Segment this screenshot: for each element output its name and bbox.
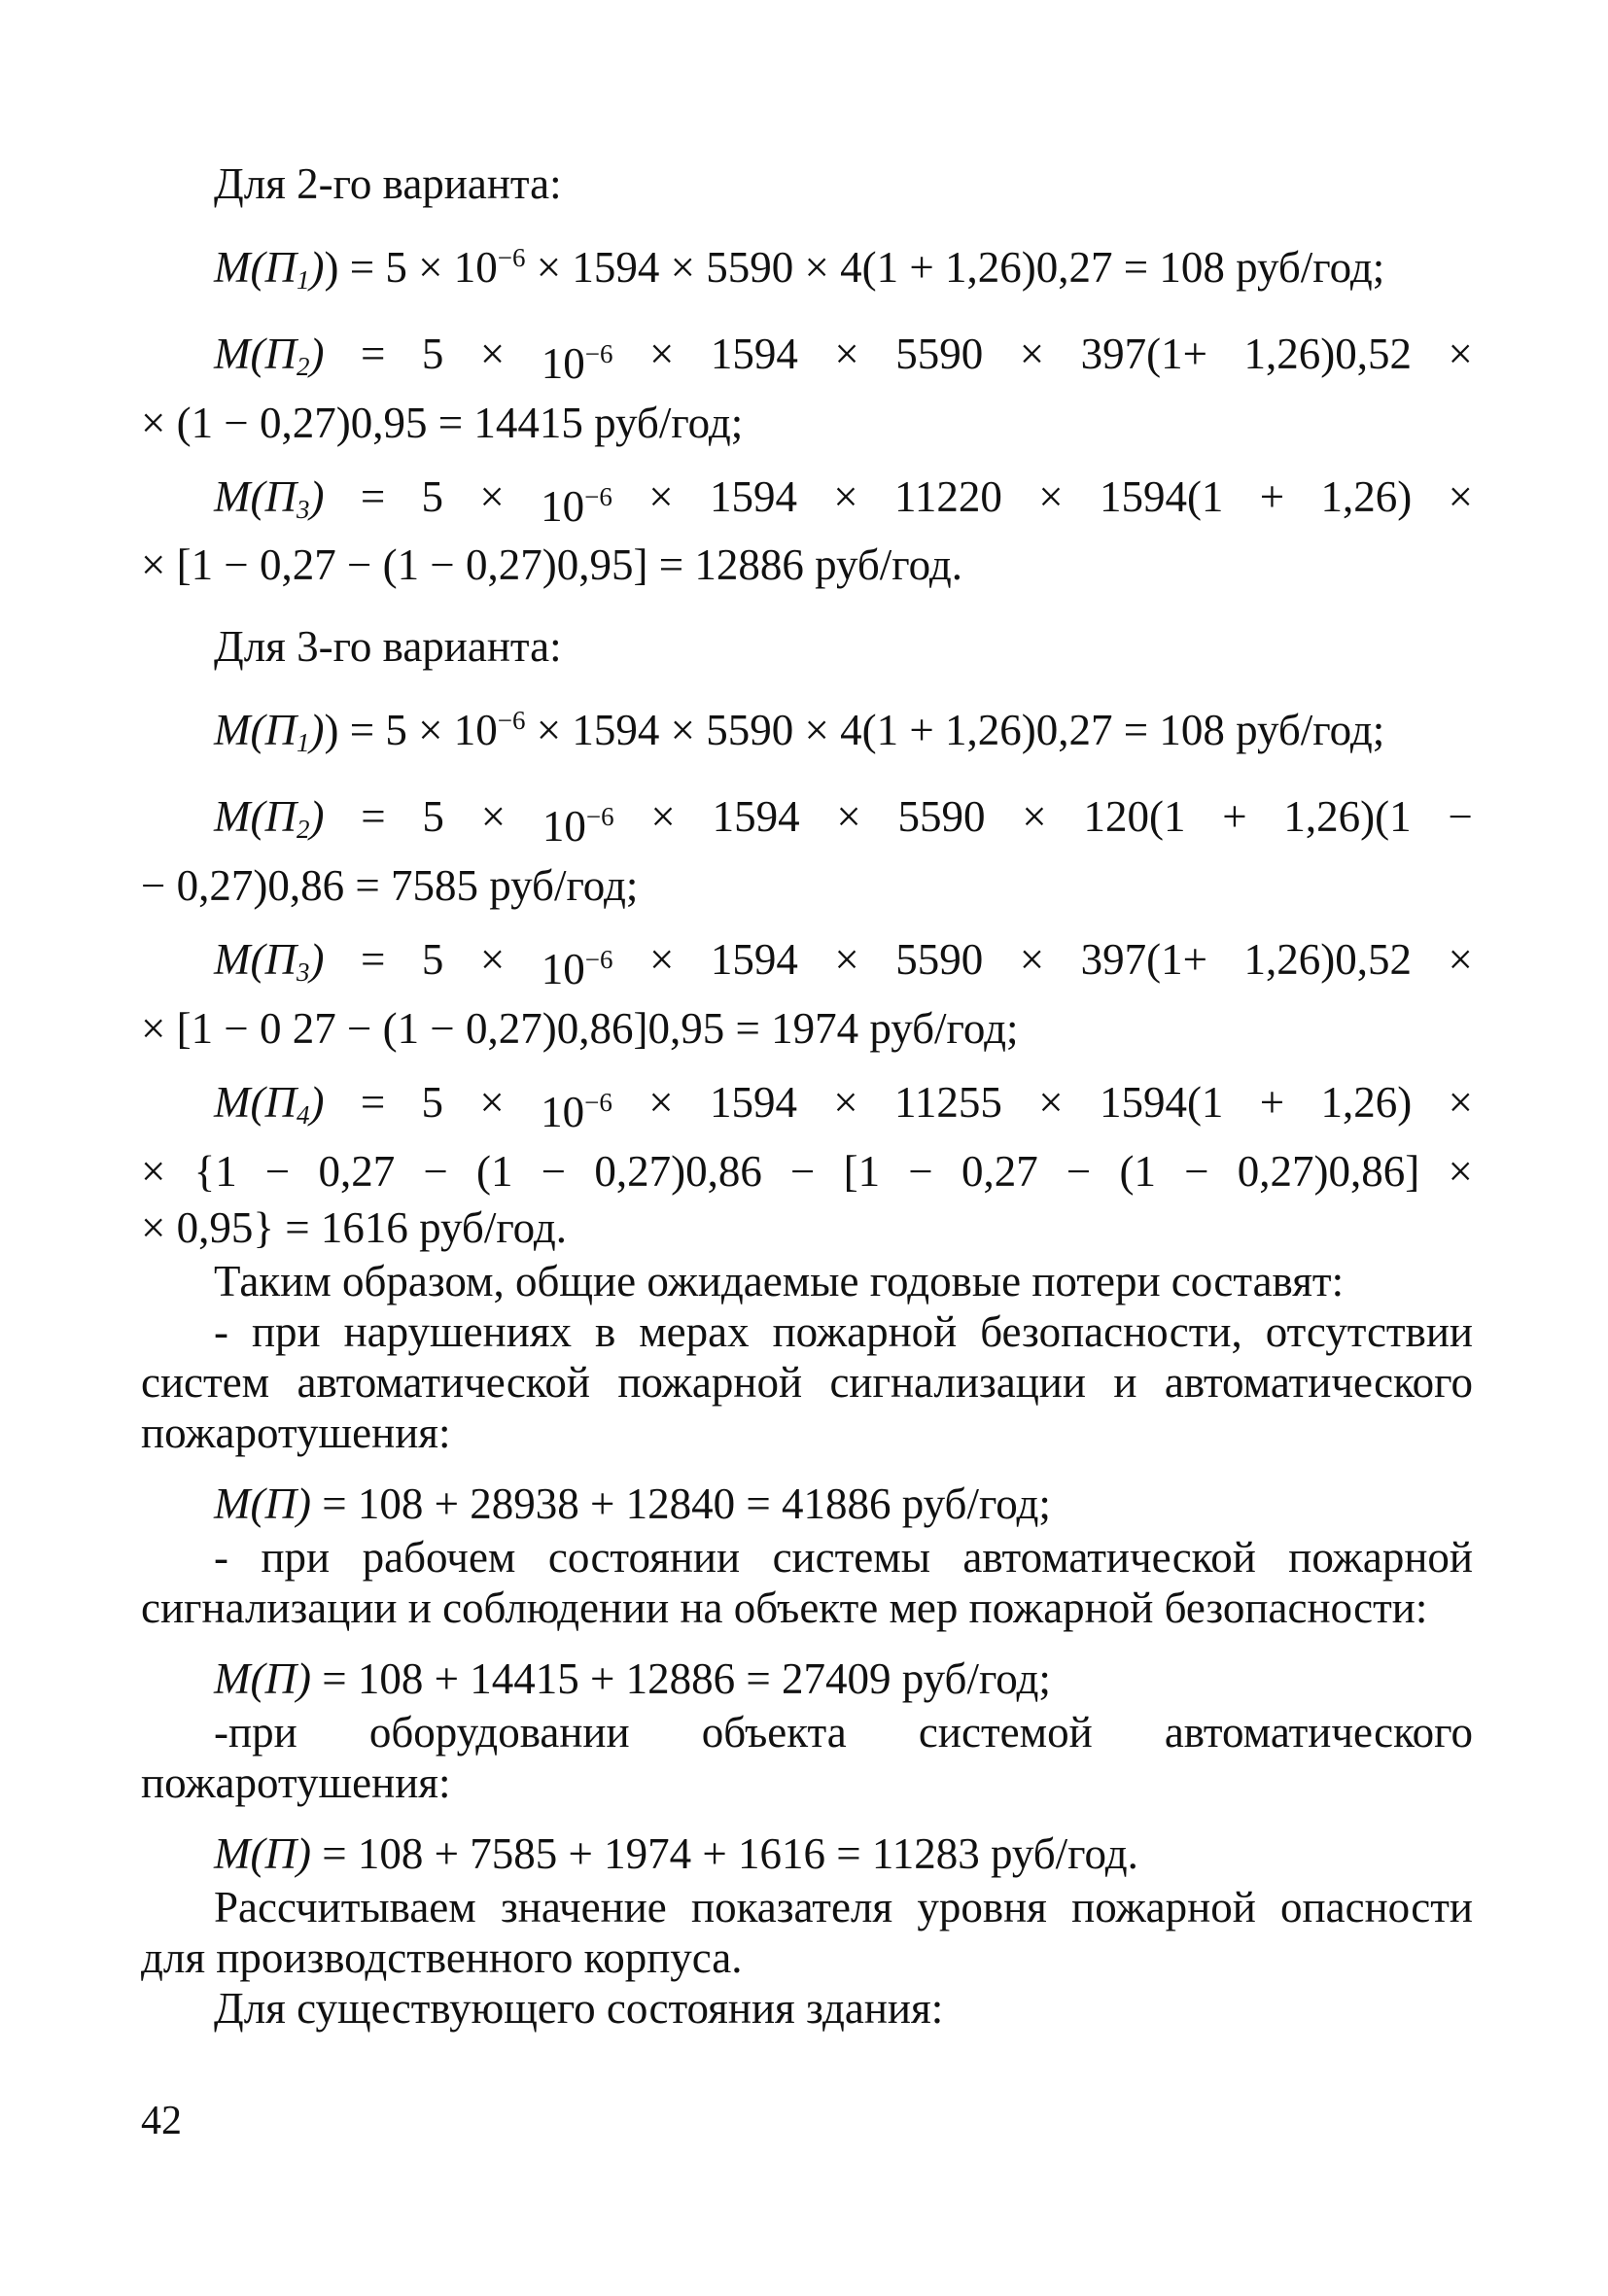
- formula-token: 1,26): [1320, 471, 1413, 521]
- variant3-formula-3-line2: × [1 − 0 27 − (1 − 0,27)0,86]0,95 = 1974 руб/год;: [141, 1003, 1019, 1053]
- formula-token: ×: [1019, 935, 1045, 985]
- formula-token: ×: [836, 792, 861, 842]
- formula-token: 1594: [710, 329, 798, 378]
- variant3-formula-2-line2: − 0,27)0,86 = 7585 руб/год;: [141, 861, 639, 911]
- formula-token: 5: [421, 329, 444, 378]
- formula-token: ×: [1038, 1077, 1064, 1127]
- formula-token: $10^{-6}$: [541, 1087, 612, 1137]
- formula-token: 1,26)0,52: [1243, 329, 1413, 378]
- formula-token: 5590: [895, 935, 984, 985]
- formula-token: 0,27: [318, 1146, 396, 1196]
- variant2-formula-3: [141, 469, 1473, 594]
- formula-token: ×: [479, 935, 506, 985]
- formula-token: (1: [476, 1146, 513, 1196]
- formula-token: −: [1448, 792, 1473, 842]
- formula-token: ×: [141, 1146, 166, 1196]
- formula-token: ×: [479, 471, 505, 521]
- formula-token: 397(1+: [1080, 935, 1208, 985]
- variant3-formula-4-line2: [141, 1143, 1473, 1200]
- formula-token: −: [790, 1146, 816, 1196]
- variant3-formula-4: [141, 1074, 1473, 1256]
- summary-intro: Таким образом, общие ожидаемые годовые потери составят:: [214, 1256, 1345, 1305]
- variant3-formula-4-line1: [141, 1074, 1473, 1143]
- formula-token: 1594(1: [1099, 1077, 1224, 1127]
- formula-token: =: [360, 329, 386, 378]
- page-number: 42: [141, 2099, 182, 2143]
- formula-token: 1594: [709, 1077, 797, 1127]
- variant2-formula-1: $М(П_1)) = 5 \times 10^{-6} \times 1594 \times 5590 \times 4(1 + 1,26)0,27 = 108$ руб/год;: [214, 243, 1385, 295]
- formula-token: ×: [1022, 792, 1047, 842]
- formula-token: 1594: [712, 792, 800, 842]
- formula-token: ×: [650, 792, 676, 842]
- formula-token: 1,26): [1320, 1077, 1413, 1127]
- formula-token: =: [361, 792, 386, 842]
- formula-token: 1594: [709, 471, 797, 521]
- formula-token: 1594: [710, 935, 798, 985]
- formula-token: ×: [1019, 329, 1045, 378]
- formula-token: 5590: [895, 329, 984, 378]
- formula-token: $М(П_4)$: [214, 1077, 325, 1130]
- formula-token: 11255: [894, 1077, 1002, 1127]
- document-page: [141, 156, 1473, 2034]
- formula-token: 1,26)(1: [1283, 792, 1412, 842]
- variant2-formula-2-line2: × (1 − 0,27)0,95 = 14415 руб/год;: [141, 398, 744, 447]
- formula-token: ×: [1448, 471, 1473, 521]
- formula-token: {1: [193, 1146, 237, 1196]
- formula-token: 0,27: [961, 1146, 1038, 1196]
- formula-token: −: [908, 1146, 933, 1196]
- formula-token: $М(П_2)$: [214, 329, 325, 381]
- formula-token: 0,27)0,86: [594, 1146, 762, 1196]
- formula-token: ×: [648, 935, 675, 985]
- variant2-formula-2-line1: [141, 326, 1473, 395]
- formula-token: ×: [834, 935, 859, 985]
- case1-formula: М(П) = 108 + 28938 + 12840 = 41886 руб/год;: [214, 1478, 1051, 1528]
- formula-token: 1594(1: [1099, 471, 1224, 521]
- formula-token: $10^{-6}$: [541, 481, 612, 531]
- formula-token: −: [1066, 1146, 1092, 1196]
- formula-token: $М(П_2)$: [214, 792, 325, 845]
- variant3-formula-1: $М(П_1)) = 5 \times 10^{-6} \times 1594 \times 5590 \times 4(1 + 1,26)0,27 = 108$ руб/год;: [214, 706, 1385, 758]
- formula-token: ×: [1448, 1077, 1473, 1127]
- variant2-formula-3-line2: × [1 − 0,27 − (1 − 0,27)0,95] = 12886 руб/год.: [141, 540, 962, 590]
- variant3-formula-4-line3: × 0,95} = 1616 руб/год.: [141, 1202, 568, 1252]
- formula-token: (1: [1119, 1146, 1156, 1196]
- formula-token: =: [360, 471, 386, 521]
- formula-token: 5: [421, 1077, 444, 1127]
- formula-token: 5590: [897, 792, 986, 842]
- formula-token: ×: [480, 792, 507, 842]
- case2-formula: М(П) = 108 + 14415 + 12886 = 27409 руб/год;: [214, 1653, 1051, 1703]
- formula-token: 5: [421, 471, 444, 521]
- formula-token: ×: [833, 1077, 858, 1127]
- case2-text: - при рабочем состоянии системы автоматической пожарной сигнализации и соблюдении на объекте мер пожарной безопасности:: [141, 1532, 1473, 1632]
- formula-token: ×: [1448, 329, 1473, 378]
- formula-token: ×: [479, 329, 506, 378]
- formula-token: $10^{-6}$: [541, 338, 613, 389]
- formula-token: 5: [422, 792, 444, 842]
- formula-token: −: [1184, 1146, 1209, 1196]
- formula-token: 397(1+: [1080, 329, 1208, 378]
- case3-text: -при оборудовании объекта системой автоматического пожаротушения:: [141, 1707, 1473, 1807]
- variant3-formula-2-line1: [141, 788, 1473, 857]
- variant2-heading: Для 2-го варианта:: [214, 159, 562, 208]
- existing-state-text: Для существующего состояния здания:: [214, 1983, 944, 2033]
- formula-token: ×: [1038, 471, 1064, 521]
- case1-text: - при нарушениях в мерах пожарной безопасности, отсутствии систем автоматической пожарной сигнализации и автоматического пожаротушения:: [141, 1306, 1473, 1457]
- formula-token: +: [1222, 792, 1247, 842]
- formula-token: $М(П_3)$: [214, 471, 325, 524]
- formula-token: −: [541, 1146, 567, 1196]
- variant3-formula-2: [141, 788, 1473, 914]
- formula-token: 1,26)0,52: [1243, 935, 1413, 985]
- formula-token: ×: [833, 471, 858, 521]
- formula-token: 11220: [894, 471, 1002, 521]
- formula-token: ×: [834, 329, 859, 378]
- formula-token: =: [360, 1077, 386, 1127]
- formula-token: ×: [648, 1077, 674, 1127]
- formula-token: +: [1259, 1077, 1285, 1127]
- variant3-formula-3: [141, 931, 1473, 1057]
- formula-token: ×: [479, 1077, 505, 1127]
- formula-token: ×: [1448, 1146, 1473, 1196]
- calc-text: Рассчитываем значение показателя уровня пожарной опасности для производственного корпуса.: [141, 1882, 1473, 1982]
- variant3-heading: Для 3-го варианта:: [214, 622, 562, 672]
- variant2-formula-3-line1: [141, 469, 1473, 538]
- formula-token: 120(1: [1083, 792, 1186, 842]
- formula-token: =: [360, 935, 386, 985]
- formula-token: $10^{-6}$: [542, 802, 614, 852]
- formula-token: [1: [843, 1146, 881, 1196]
- formula-token: 5: [421, 935, 444, 985]
- formula-token: ×: [648, 329, 675, 378]
- formula-token: $10^{-6}$: [541, 945, 613, 994]
- formula-token: 0,27)0,86]: [1237, 1146, 1420, 1196]
- variant3-formula-3-line1: [141, 931, 1473, 1000]
- formula-token: $М(П_3)$: [214, 935, 325, 987]
- formula-token: ×: [648, 471, 674, 521]
- formula-token: −: [423, 1146, 448, 1196]
- formula-token: −: [264, 1146, 291, 1196]
- case3-formula: М(П) = 108 + 7585 + 1974 + 1616 = 11283 руб/год.: [214, 1828, 1138, 1878]
- formula-token: ×: [1448, 935, 1473, 985]
- formula-token: +: [1259, 471, 1285, 521]
- variant2-formula-2: [141, 326, 1473, 451]
